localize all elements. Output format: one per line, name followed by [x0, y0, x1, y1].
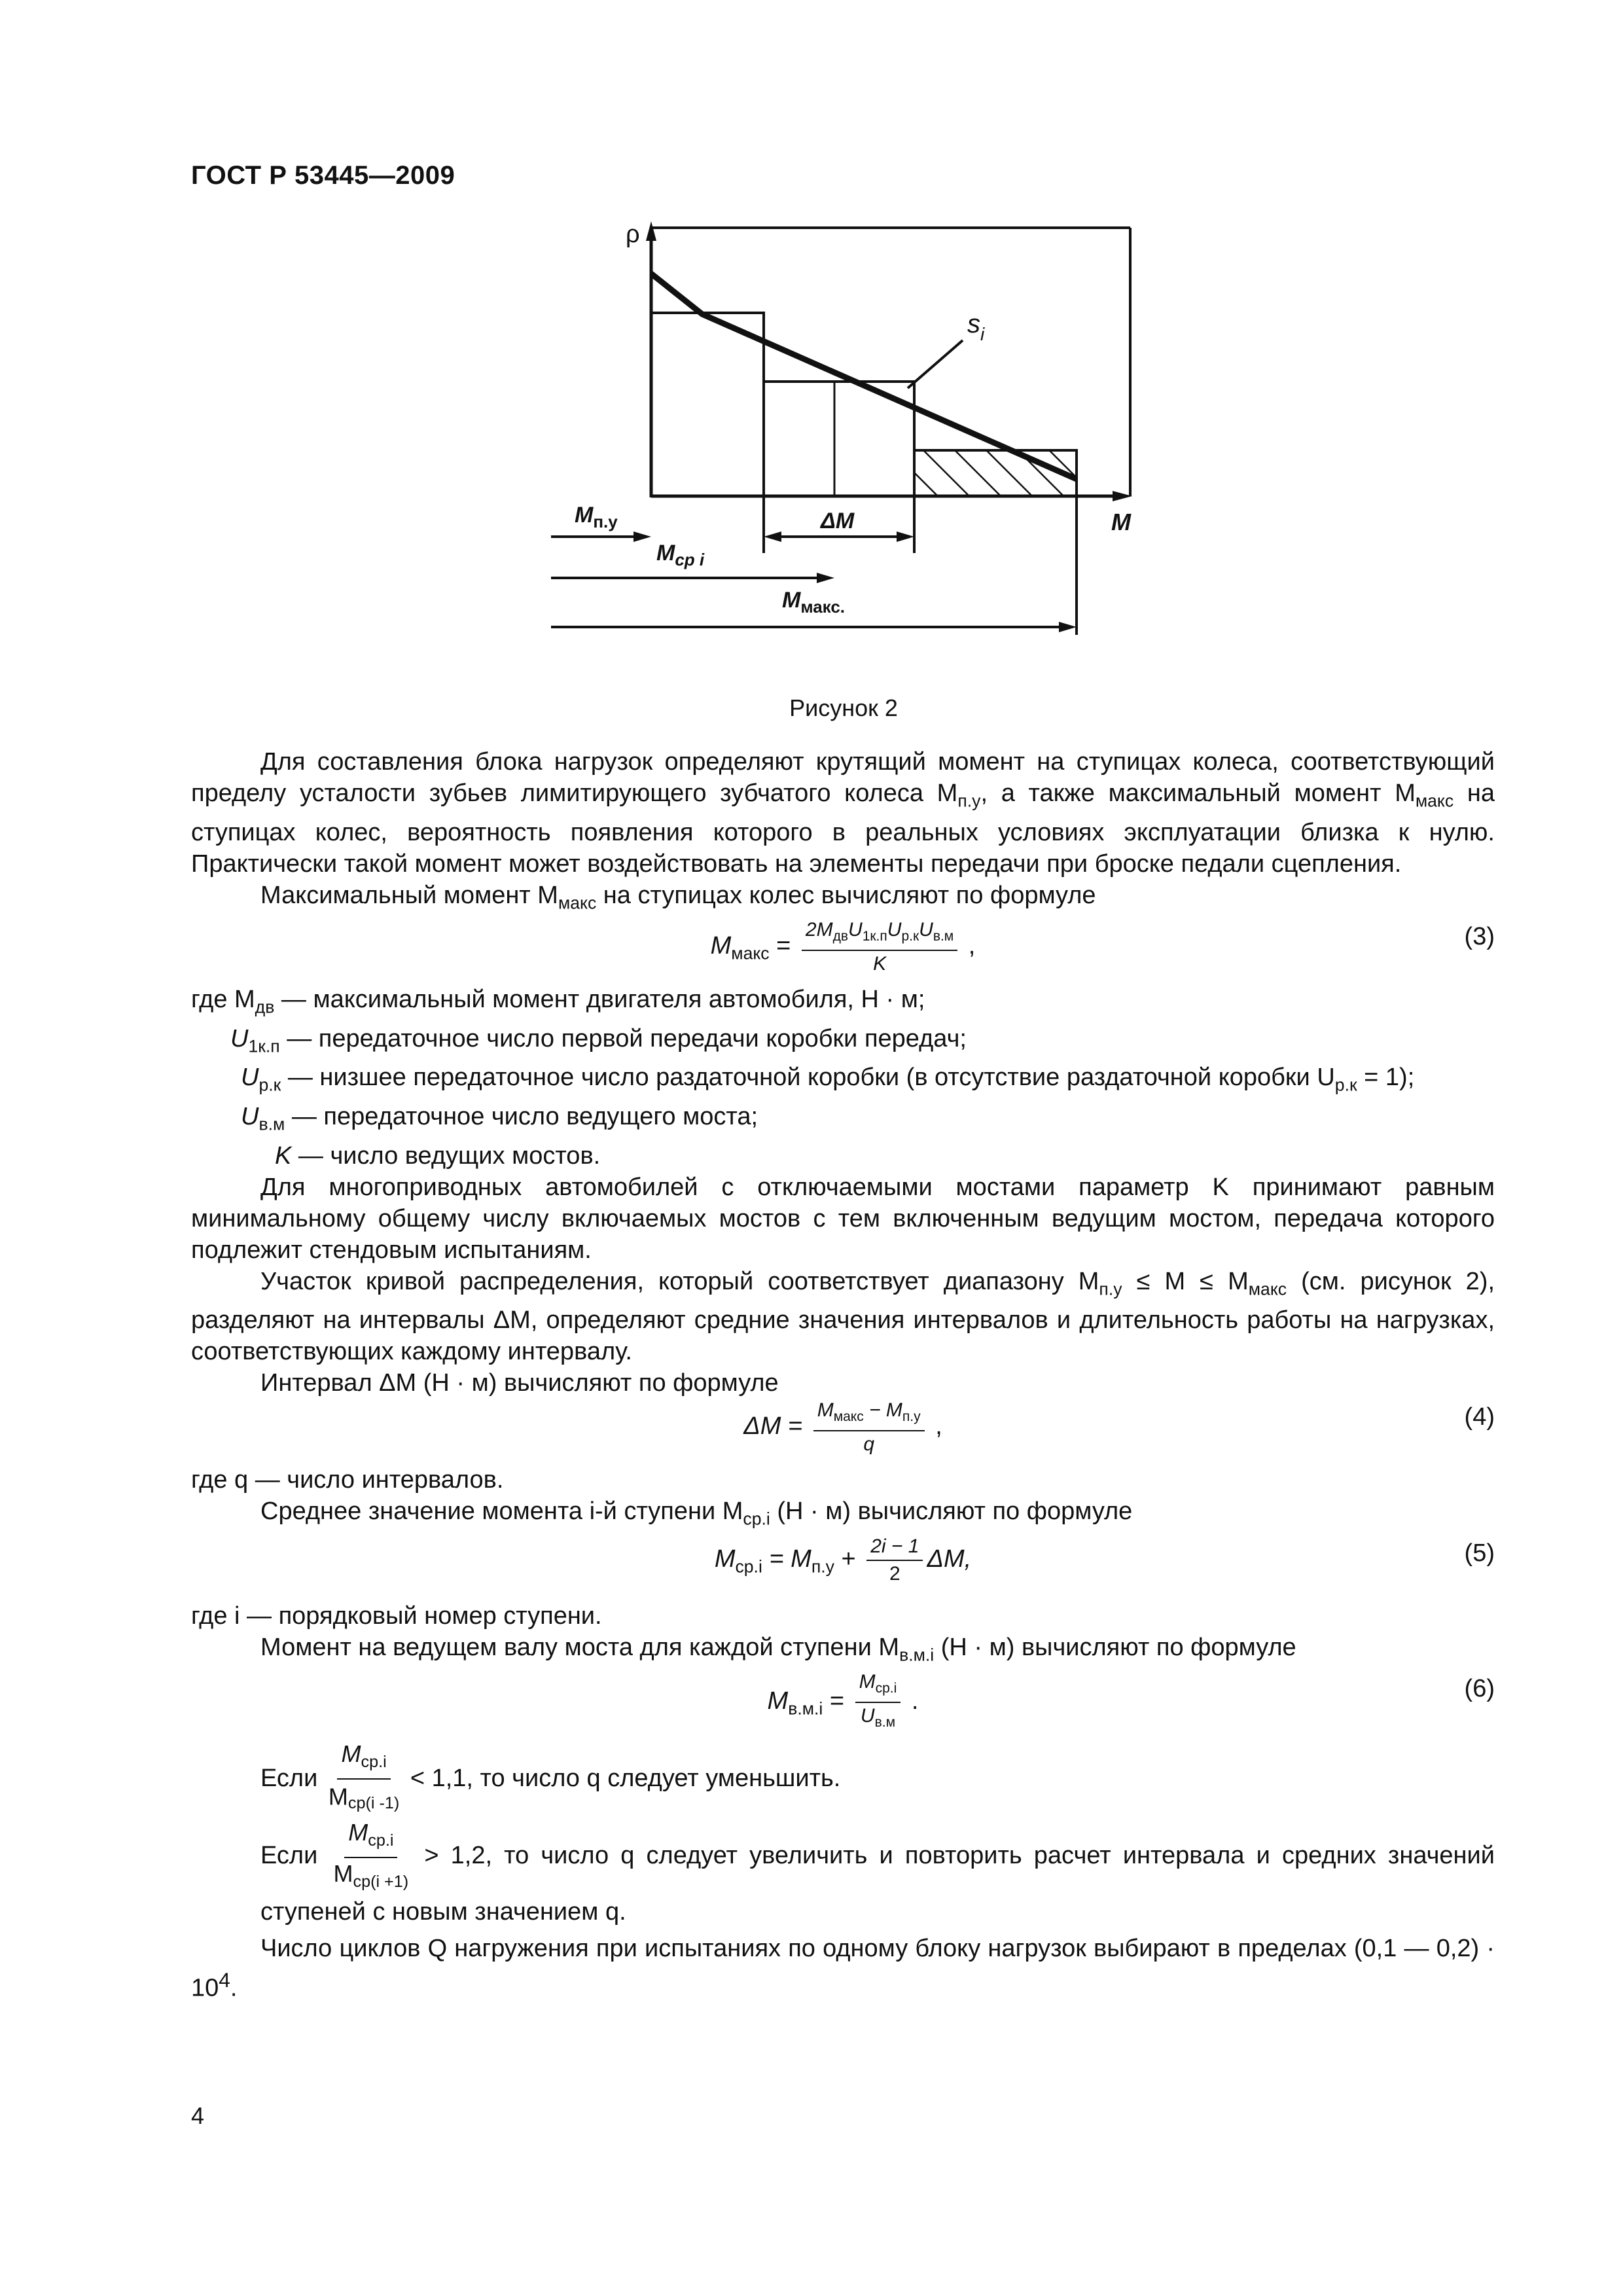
hatched-block — [914, 450, 1077, 496]
m-max-label: $M_{макс.}$ — [782, 588, 846, 617]
equation-3: $M_{макс}$ = $\frac{2M_{дв}U_{1к.п}U_{р.к}U_{в.м}}{K}$ , (3) — [710, 919, 1495, 975]
m-py-arrow-icon — [633, 531, 651, 542]
paragraph-8: где i — порядковый номер ступени. — [191, 1602, 602, 1630]
s-i-label: $s_i$ — [967, 310, 985, 344]
delta-m-right-arrow-icon — [897, 531, 914, 542]
page-number: 4 — [191, 2102, 205, 2129]
document-header: ГОСТ Р 53445—2009 — [191, 161, 455, 190]
delta-m-label: ΔM — [821, 509, 855, 533]
paragraph-9: Момент на ведущем валу моста для каждой ступени $M_{в.м.i}$ (Н · м) вычисляют по формуле — [260, 1633, 1296, 1665]
definition-u-1kp: $U_{1к.п}$ — передаточное число первой передачи коробки передач; — [230, 1024, 967, 1056]
paragraph-7: Среднее значение момента i-й ступени $M_{ср.i}$ (Н · м) вычисляют по формуле — [260, 1498, 1133, 1529]
definition-m-dv: где $M_{дв}$ — максимальный момент двигателя автомобиля, Н · м; — [191, 986, 925, 1017]
paragraph-4: Участок кривой распределения, который соответствует диапазону $M_{п.у} \le M \le M_{макс}$ (см. рисунок 2), разделяют на интервалы ΔM, определяют средние значения интервалов и длительность работы на нагрузках, соответствующих каждому интервалу. — [191, 1267, 1495, 1366]
equation-6-number: (6) — [1464, 1675, 1495, 1703]
y-axis-arrow-icon — [646, 221, 656, 241]
equation-4: ΔM = $\frac{M_{макс} - M_{п.у}}{q}$ , (4) — [743, 1399, 1495, 1456]
paragraph-6: где q — число интервалов. — [191, 1466, 504, 1494]
paragraph-2: Максимальный момент $M_{макс}$ на ступицах колес вычисляют по формуле — [260, 881, 1096, 913]
load-distribution-figure — [0, 0, 1623, 681]
condition-decrease: Если $\frac{M_{ср.i}}{M_{ср(i -1)}}$ < 1,1, то число q следует уменьшить. — [260, 1740, 841, 1812]
paragraph-1: Для составления блока нагрузок определяют крутящий момент на ступицах колеса, соответствующий пределу усталости зубьев лимитирующего зубчатого колеса $M_{п.у}$, а также максимальный момент $M_{макс}$ на ступицах колес, вероятность появления которого в реальных условиях эксплуатации близка к нулю. Практически такой момент может воздействовать на элементы передачи при броске педали сцепления. — [191, 748, 1495, 878]
definition-u-vm: $U_{в.м}$ — передаточное число ведущего моста; — [241, 1102, 758, 1134]
paragraph-3: Для многоприводных автомобилей с отключаемыми мостами параметр K принимают равным минимальному общему числу включаемых мостов с тем включенным ведущим мостом, передача которого подлежит стендовым испытаниям. — [191, 1173, 1495, 1264]
equation-6: $M_{в.м.i}$ = $\frac{M_{ср.i}}{U_{в.м}}$ . (6) — [767, 1671, 1495, 1731]
m-axis-label: M — [1111, 509, 1131, 535]
rho-label: ρ — [626, 221, 640, 248]
condition-increase: Если $\frac{M_{ср.i}}{M_{ср(i +1)}}$ > 1,2, то число q следует увеличить и повторить расчет интервала и средних значений ступеней с новым значением q. — [260, 1819, 1495, 1926]
paragraph-5: Интервал ΔM (Н · м) вычисляют по формуле — [260, 1369, 779, 1397]
m-cpi-arrow-icon — [817, 573, 834, 583]
histogram-step-1 — [651, 313, 764, 496]
s-i-leader — [908, 340, 963, 388]
paragraph-10: Число циклов Q нагружения при испытаниях по одному блоку нагрузок выбирают в пределах (0,1 — $0,2) \cdot 10^4$. — [191, 1934, 1495, 2002]
definition-k: K — число ведущих мостов. — [275, 1141, 601, 1170]
equation-5: $M_{ср.i} = M_{п.у}$ + $\frac{2i - 1}{2}$ ΔM, (5) — [714, 1535, 1495, 1585]
equation-4-number: (4) — [1464, 1403, 1495, 1431]
equation-5-number: (5) — [1464, 1539, 1495, 1567]
delta-m-left-arrow-icon — [764, 531, 781, 542]
m-py-label: $M_{п.у}$ — [575, 503, 618, 531]
figure-caption: Рисунок 2 — [789, 694, 898, 721]
distribution-curve — [651, 274, 1077, 479]
equation-3-number: (3) — [1464, 923, 1495, 951]
definition-u-rk: $U_{р.к}$ — низшее передаточное число раздаточной коробки (в отсутствие раздаточной коробки $U_{р.к} = 1$); — [241, 1064, 1415, 1095]
m-max-arrow-icon — [1059, 622, 1077, 632]
m-cpi-label: $M_{ср i}$ — [656, 541, 705, 569]
body-text — [191, 746, 1495, 2003]
